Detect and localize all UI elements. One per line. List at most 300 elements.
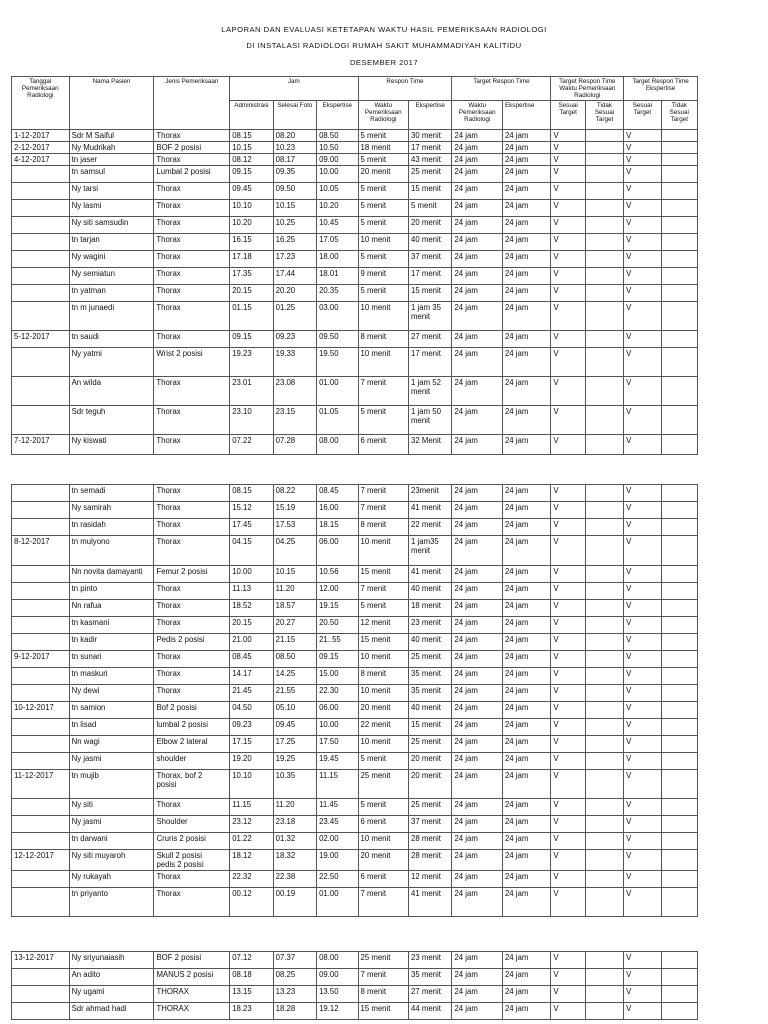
cell-nama: tn mujib <box>69 770 154 799</box>
cell-waktu-sesuai: V <box>551 302 585 331</box>
cell-tanggal <box>12 871 70 888</box>
cell-administrasi: 18.52 <box>230 600 273 617</box>
table-row <box>12 719 698 736</box>
cell-jenis: Thorax <box>154 331 230 348</box>
cell-waktu-sesuai: V <box>551 651 585 668</box>
cell-ekspertise: 21..55 <box>317 634 358 651</box>
cell-ekspertise-sesuai: V <box>624 952 661 969</box>
cell-waktu-tidak-sesuai <box>585 685 623 702</box>
report-table-1 <box>11 76 698 455</box>
cell-ekspertise-tidak-sesuai <box>661 536 697 566</box>
table-row <box>12 519 698 536</box>
report-subtitle: DI INSTALASI RADIOLOGI RUMAH SAKIT MUHAMMADIYAH KALITIDU <box>246 41 522 50</box>
cell-waktu-tidak-sesuai <box>585 617 623 634</box>
cell-waktu-sesuai: V <box>551 435 585 455</box>
cell-ekspertise-sesuai: V <box>624 519 661 536</box>
cell-ekspertise: 09.00 <box>317 969 358 986</box>
cell-ekspertise: 08.00 <box>317 952 358 969</box>
cell-selesai-foto: 10.25 <box>273 217 316 234</box>
cell-ekspertise: 18.01 <box>317 268 358 285</box>
cell-respon-waktu: 10 menit <box>358 536 409 566</box>
cell-jenis: Thorax <box>154 406 230 435</box>
table-row <box>12 770 698 799</box>
cell-ekspertise-sesuai: V <box>624 217 661 234</box>
cell-selesai-foto: 23.08 <box>273 377 316 406</box>
cell-respon-waktu: 10 menit <box>358 685 409 702</box>
cell-waktu-tidak-sesuai <box>585 850 623 871</box>
cell-ekspertise: 09.50 <box>317 331 358 348</box>
cell-ekspertise-tidak-sesuai <box>661 736 697 753</box>
cell-administrasi: 08.15 <box>230 130 273 142</box>
cell-ekspertise-tidak-sesuai <box>661 651 697 668</box>
cell-waktu-tidak-sesuai <box>585 302 623 331</box>
cell-ekspertise-sesuai: V <box>624 651 661 668</box>
cell-target-ekspertise: 24 jam <box>502 719 550 736</box>
cell-respon-ekspertise: 28 menit <box>409 833 452 850</box>
cell-administrasi: 21.45 <box>230 685 273 702</box>
cell-waktu-sesuai: V <box>551 969 585 986</box>
cell-target-waktu: 24 jam <box>452 871 503 888</box>
cell-target-waktu: 24 jam <box>452 183 503 200</box>
cell-respon-waktu: 10 menit <box>358 651 409 668</box>
cell-ekspertise-sesuai: V <box>624 302 661 331</box>
cell-administrasi: 17.45 <box>230 519 273 536</box>
cell-ekspertise: 19.00 <box>317 850 358 871</box>
cell-waktu-tidak-sesuai <box>585 634 623 651</box>
cell-ekspertise-tidak-sesuai <box>661 285 697 302</box>
cell-ekspertise-sesuai: V <box>624 888 661 917</box>
cell-administrasi: 17.18 <box>230 251 273 268</box>
cell-administrasi: 16.15 <box>230 234 273 251</box>
cell-nama: Ny lasmi <box>69 200 154 217</box>
cell-nama: Ny siti <box>69 799 154 816</box>
table-row <box>12 986 698 1003</box>
cell-ekspertise-sesuai: V <box>624 166 661 183</box>
cell-ekspertise-tidak-sesuai <box>661 154 697 166</box>
table-row <box>12 435 698 455</box>
cell-administrasi: 17.15 <box>230 736 273 753</box>
cell-ekspertise-tidak-sesuai <box>661 251 697 268</box>
cell-ekspertise-sesuai: V <box>624 536 661 566</box>
cell-nama: tn saudi <box>69 331 154 348</box>
col-waktu-pemeriksaan: Waktu Pemeriksaan Radiologi <box>358 101 409 130</box>
cell-waktu-tidak-sesuai <box>585 166 623 183</box>
cell-respon-waktu: 5 menit <box>358 130 409 142</box>
cell-waktu-sesuai: V <box>551 348 585 377</box>
cell-target-waktu: 24 jam <box>452 952 503 969</box>
cell-waktu-sesuai: V <box>551 183 585 200</box>
cell-ekspertise: 15.00 <box>317 668 358 685</box>
cell-ekspertise-tidak-sesuai <box>661 485 697 502</box>
cell-administrasi: 00.12 <box>230 888 273 917</box>
cell-respon-ekspertise: 1 jam35 menit <box>409 536 452 566</box>
cell-ekspertise-sesuai: V <box>624 871 661 888</box>
cell-target-ekspertise: 24 jam <box>502 377 551 406</box>
table-row <box>12 850 698 871</box>
cell-target-waktu: 24 jam <box>452 850 503 871</box>
cell-target-ekspertise: 24 jam <box>502 600 550 617</box>
cell-ekspertise-tidak-sesuai <box>661 1003 697 1020</box>
cell-administrasi: 23.10 <box>230 406 273 435</box>
cell-ekspertise: 19.45 <box>317 753 358 770</box>
cell-respon-waktu: 8 menit <box>358 519 409 536</box>
table-row <box>12 833 698 850</box>
cell-administrasi: 10.20 <box>230 217 273 234</box>
cell-selesai-foto: 05.10 <box>273 702 316 719</box>
cell-nama: Sdr ahmad hadi <box>69 1003 154 1020</box>
cell-tanggal <box>12 377 70 406</box>
cell-respon-waktu: 10 menit <box>358 348 409 377</box>
cell-respon-waktu: 5 menit <box>358 285 409 302</box>
col-tanggal: Tanggal Pemeriksaan Radiologi <box>12 77 70 130</box>
cell-waktu-tidak-sesuai <box>585 986 623 1003</box>
cell-administrasi: 11.13 <box>230 583 273 600</box>
cell-ekspertise-tidak-sesuai <box>661 753 697 770</box>
cell-selesai-foto: 17.44 <box>273 268 316 285</box>
cell-waktu-tidak-sesuai <box>585 285 623 302</box>
cell-waktu-sesuai: V <box>551 702 585 719</box>
cell-target-ekspertise: 24 jam <box>502 130 551 142</box>
cell-waktu-tidak-sesuai <box>585 536 623 566</box>
cell-waktu-tidak-sesuai <box>585 217 623 234</box>
cell-selesai-foto: 01.32 <box>273 833 316 850</box>
cell-ekspertise-tidak-sesuai <box>661 268 697 285</box>
cell-nama: Nn wagi <box>69 736 154 753</box>
cell-respon-ekspertise: 37 menit <box>409 251 452 268</box>
cell-target-waktu: 24 jam <box>452 799 503 816</box>
cell-ekspertise-sesuai: V <box>624 154 661 166</box>
cell-respon-waktu: 20 menit <box>358 166 409 183</box>
cell-target-waktu: 24 jam <box>452 753 503 770</box>
cell-selesai-foto: 09.23 <box>273 331 316 348</box>
cell-respon-ekspertise: 41 menit <box>409 566 452 583</box>
cell-waktu-tidak-sesuai <box>585 651 623 668</box>
table-row <box>12 268 698 285</box>
cell-tanggal: 1-12-2017 <box>12 130 70 142</box>
cell-target-ekspertise: 24 jam <box>502 485 550 502</box>
cell-respon-waktu: 7 menit <box>358 888 409 917</box>
cell-selesai-foto: 16.25 <box>273 234 316 251</box>
cell-waktu-sesuai: V <box>551 850 585 871</box>
cell-jenis: Thorax <box>154 502 230 519</box>
cell-waktu-sesuai: V <box>551 536 585 566</box>
cell-tanggal: 5-12-2017 <box>12 331 70 348</box>
cell-target-ekspertise: 24 jam <box>502 685 550 702</box>
cell-respon-ekspertise: 35 menit <box>409 685 452 702</box>
cell-administrasi: 19.20 <box>230 753 273 770</box>
cell-ekspertise: 13.50 <box>317 986 358 1003</box>
cell-administrasi: 08.18 <box>230 969 273 986</box>
cell-target-waktu: 24 jam <box>452 142 503 154</box>
cell-ekspertise: 12.00 <box>317 583 358 600</box>
cell-tanggal <box>12 166 70 183</box>
cell-waktu-tidak-sesuai <box>585 377 623 406</box>
cell-administrasi: 09.45 <box>230 183 273 200</box>
cell-ekspertise: 23.45 <box>317 816 358 833</box>
cell-waktu-sesuai: V <box>551 634 585 651</box>
cell-waktu-sesuai: V <box>551 200 585 217</box>
cell-ekspertise: 09.00 <box>317 154 358 166</box>
cell-waktu-sesuai: V <box>551 485 585 502</box>
cell-nama: Ny kiswati <box>69 435 154 455</box>
cell-ekspertise-sesuai: V <box>624 668 661 685</box>
cell-waktu-tidak-sesuai <box>585 770 623 799</box>
cell-respon-ekspertise: 35 menit <box>409 668 452 685</box>
cell-ekspertise-sesuai: V <box>624 348 661 377</box>
cell-waktu-tidak-sesuai <box>585 485 623 502</box>
cell-respon-ekspertise: 32 Menit <box>409 435 452 455</box>
cell-administrasi: 23.01 <box>230 377 273 406</box>
cell-tanggal <box>12 200 70 217</box>
cell-administrasi: 01.15 <box>230 302 273 331</box>
cell-respon-waktu: 5 menit <box>358 406 409 435</box>
cell-ekspertise: 17.05 <box>317 234 358 251</box>
cell-target-waktu: 24 jam <box>452 1003 503 1020</box>
cell-respon-waktu: 9 menit <box>358 268 409 285</box>
table-row <box>12 816 698 833</box>
cell-ekspertise-tidak-sesuai <box>661 331 697 348</box>
cell-ekspertise-tidak-sesuai <box>661 142 697 154</box>
cell-nama: tn kasmani <box>69 617 154 634</box>
cell-waktu-sesuai: V <box>551 519 585 536</box>
cell-tanggal <box>12 719 70 736</box>
table-row <box>12 668 698 685</box>
cell-selesai-foto: 19.25 <box>273 753 316 770</box>
cell-administrasi: 22.32 <box>230 871 273 888</box>
cell-tanggal <box>12 634 70 651</box>
cell-tanggal: 13-12-2017 <box>12 952 70 969</box>
cell-selesai-foto: 09.35 <box>273 166 316 183</box>
cell-ekspertise: 19.12 <box>317 1003 358 1020</box>
cell-ekspertise-sesuai: V <box>624 617 661 634</box>
cell-jenis: THORAX <box>154 1003 230 1020</box>
cell-tanggal <box>12 485 70 502</box>
cell-selesai-foto: 00.19 <box>273 888 316 917</box>
col-sesuai-2: Sesuai Target <box>624 101 661 130</box>
cell-target-ekspertise: 24 jam <box>502 634 550 651</box>
cell-tanggal: 9-12-2017 <box>12 651 70 668</box>
cell-target-waktu: 24 jam <box>452 268 503 285</box>
cell-tanggal: 7-12-2017 <box>12 435 70 455</box>
cell-target-ekspertise: 24 jam <box>502 183 551 200</box>
table-row <box>12 166 698 183</box>
col-tidak-sesuai-2: Tidak Sesuai Target <box>661 101 697 130</box>
cell-jenis: Thorax <box>154 600 230 617</box>
cell-nama: tn mulyono <box>69 536 154 566</box>
cell-waktu-sesuai: V <box>551 583 585 600</box>
cell-ekspertise-tidak-sesuai <box>661 519 697 536</box>
cell-waktu-sesuai: V <box>551 130 585 142</box>
cell-nama: Ny ugami <box>69 986 154 1003</box>
report-table-2 <box>11 484 698 917</box>
cell-selesai-foto: 11.20 <box>273 583 316 600</box>
cell-waktu-sesuai: V <box>551 166 585 183</box>
cell-nama: Nn rafua <box>69 600 154 617</box>
cell-respon-ekspertise: 35 menit <box>409 969 452 986</box>
cell-target-ekspertise: 24 jam <box>502 952 550 969</box>
cell-tanggal <box>12 617 70 634</box>
cell-selesai-foto: 10.35 <box>273 770 316 799</box>
cell-selesai-foto: 17.53 <box>273 519 316 536</box>
cell-administrasi: 09.15 <box>230 166 273 183</box>
cell-ekspertise: 19.50 <box>317 348 358 377</box>
cell-tanggal <box>12 753 70 770</box>
cell-waktu-tidak-sesuai <box>585 888 623 917</box>
table-row <box>12 969 698 986</box>
table-row <box>12 285 698 302</box>
cell-administrasi: 20.15 <box>230 617 273 634</box>
cell-nama: tn samsul <box>69 166 154 183</box>
cell-waktu-sesuai: V <box>551 154 585 166</box>
cell-waktu-sesuai: V <box>551 268 585 285</box>
cell-respon-ekspertise: 12 menit <box>409 871 452 888</box>
cell-ekspertise: 08.45 <box>317 485 358 502</box>
cell-respon-waktu: 5 menit <box>358 200 409 217</box>
cell-nama: Nn novita damayanti <box>69 566 154 583</box>
cell-tanggal <box>12 888 70 917</box>
cell-selesai-foto: 20.27 <box>273 617 316 634</box>
cell-respon-ekspertise: 20 menit <box>409 753 452 770</box>
cell-administrasi: 10.10 <box>230 200 273 217</box>
cell-waktu-tidak-sesuai <box>585 331 623 348</box>
cell-waktu-tidak-sesuai <box>585 719 623 736</box>
cell-ekspertise-tidak-sesuai <box>661 634 697 651</box>
cell-respon-waktu: 15 menit <box>358 566 409 583</box>
cell-waktu-sesuai: V <box>551 736 585 753</box>
cell-respon-waktu: 7 menit <box>358 583 409 600</box>
cell-tanggal <box>12 502 70 519</box>
cell-target-ekspertise: 24 jam <box>502 816 550 833</box>
cell-waktu-sesuai: V <box>551 1003 585 1020</box>
cell-ekspertise-tidak-sesuai <box>661 871 697 888</box>
cell-nama: Ny semiatun <box>69 268 154 285</box>
cell-target-ekspertise: 24 jam <box>502 799 550 816</box>
cell-target-ekspertise: 24 jam <box>502 969 550 986</box>
table-row <box>12 485 698 502</box>
table-row <box>12 952 698 969</box>
cell-target-waktu: 24 jam <box>452 377 503 406</box>
cell-jenis: Thorax <box>154 519 230 536</box>
cell-target-waktu: 24 jam <box>452 719 503 736</box>
cell-selesai-foto: 09.50 <box>273 183 316 200</box>
table-row <box>12 234 698 251</box>
cell-tanggal <box>12 285 70 302</box>
cell-target-waktu: 24 jam <box>452 502 503 519</box>
cell-target-waktu: 24 jam <box>452 816 503 833</box>
cell-target-waktu: 24 jam <box>452 154 503 166</box>
cell-target-waktu: 24 jam <box>452 251 503 268</box>
cell-respon-ekspertise: 37 menit <box>409 816 452 833</box>
cell-respon-ekspertise: 1 jam 50 menit <box>409 406 452 435</box>
cell-respon-ekspertise: 22 menit <box>409 519 452 536</box>
col-administrasi: Administrasi <box>230 101 273 130</box>
cell-target-waktu: 24 jam <box>452 566 503 583</box>
cell-target-ekspertise: 24 jam <box>502 850 550 871</box>
cell-ekspertise-sesuai: V <box>624 702 661 719</box>
cell-nama: Ny wagini <box>69 251 154 268</box>
cell-administrasi: 19.23 <box>230 348 273 377</box>
cell-target-waktu: 24 jam <box>452 600 503 617</box>
cell-jenis: Thorax <box>154 130 230 142</box>
cell-respon-ekspertise: 5 menit <box>409 200 452 217</box>
cell-nama: tn kadir <box>69 634 154 651</box>
cell-selesai-foto: 08.17 <box>273 154 316 166</box>
cell-target-ekspertise: 24 jam <box>502 1003 550 1020</box>
cell-selesai-foto: 14.25 <box>273 668 316 685</box>
cell-ekspertise: 11.15 <box>317 770 358 799</box>
cell-nama: Ny tarsi <box>69 183 154 200</box>
cell-ekspertise: 17.50 <box>317 736 358 753</box>
cell-respon-ekspertise: 41 menit <box>409 888 452 917</box>
cell-target-ekspertise: 24 jam <box>502 651 550 668</box>
cell-ekspertise: 10.00 <box>317 166 358 183</box>
cell-ekspertise-tidak-sesuai <box>661 502 697 519</box>
cell-selesai-foto: 21.15 <box>273 634 316 651</box>
cell-target-ekspertise: 24 jam <box>502 200 551 217</box>
table-row <box>12 251 698 268</box>
cell-nama: tn lisad <box>69 719 154 736</box>
col-jam: Jam <box>230 77 358 101</box>
cell-waktu-tidak-sesuai <box>585 183 623 200</box>
cell-respon-waktu: 8 menit <box>358 986 409 1003</box>
cell-target-waktu: 24 jam <box>452 634 503 651</box>
cell-ekspertise-sesuai: V <box>624 770 661 799</box>
cell-ekspertise: 10.20 <box>317 200 358 217</box>
cell-waktu-tidak-sesuai <box>585 519 623 536</box>
cell-nama: tn m junaedi <box>69 302 154 331</box>
cell-respon-ekspertise: 27 menit <box>409 986 452 1003</box>
cell-ekspertise-sesuai: V <box>624 377 661 406</box>
cell-respon-ekspertise: 23 menit <box>409 952 452 969</box>
cell-target-waktu: 24 jam <box>452 888 503 917</box>
cell-nama: tn jaser <box>69 154 154 166</box>
cell-nama: tn sunari <box>69 651 154 668</box>
cell-administrasi: 07.12 <box>230 952 273 969</box>
cell-respon-waktu: 10 menit <box>358 302 409 331</box>
cell-respon-waktu: 12 menit <box>358 617 409 634</box>
cell-jenis: Thorax <box>154 583 230 600</box>
cell-respon-ekspertise: 30 menit <box>409 130 452 142</box>
cell-jenis: Thorax <box>154 888 230 917</box>
cell-ekspertise-tidak-sesuai <box>661 348 697 377</box>
cell-selesai-foto: 04.25 <box>273 536 316 566</box>
cell-jenis: MANUS 2 posisi <box>154 969 230 986</box>
cell-respon-waktu: 5 menit <box>358 183 409 200</box>
cell-jenis: Thorax <box>154 183 230 200</box>
cell-respon-ekspertise: 1 jam 35 menit <box>409 302 452 331</box>
cell-jenis: lumbal 2 posisi <box>154 719 230 736</box>
cell-administrasi: 20.15 <box>230 285 273 302</box>
table-row <box>12 702 698 719</box>
cell-tanggal <box>12 668 70 685</box>
cell-nama: Ny jasmi <box>69 753 154 770</box>
cell-respon-ekspertise: 25 menit <box>409 799 452 816</box>
cell-selesai-foto: 13.23 <box>273 986 316 1003</box>
cell-ekspertise: 20.50 <box>317 617 358 634</box>
cell-ekspertise-sesuai: V <box>624 799 661 816</box>
report-period: DESEMBER 2017 <box>349 58 419 67</box>
table-row <box>12 634 698 651</box>
cell-nama: Ny Mudrikah <box>69 142 154 154</box>
cell-target-ekspertise: 24 jam <box>502 268 551 285</box>
cell-target-waktu: 24 jam <box>452 519 503 536</box>
cell-ekspertise: 18.00 <box>317 251 358 268</box>
cell-tanggal: 10-12-2017 <box>12 702 70 719</box>
cell-respon-ekspertise: 15 menit <box>409 719 452 736</box>
cell-target-waktu: 24 jam <box>452 130 503 142</box>
cell-selesai-foto: 22.38 <box>273 871 316 888</box>
cell-nama: Ny yatmi <box>69 348 154 377</box>
